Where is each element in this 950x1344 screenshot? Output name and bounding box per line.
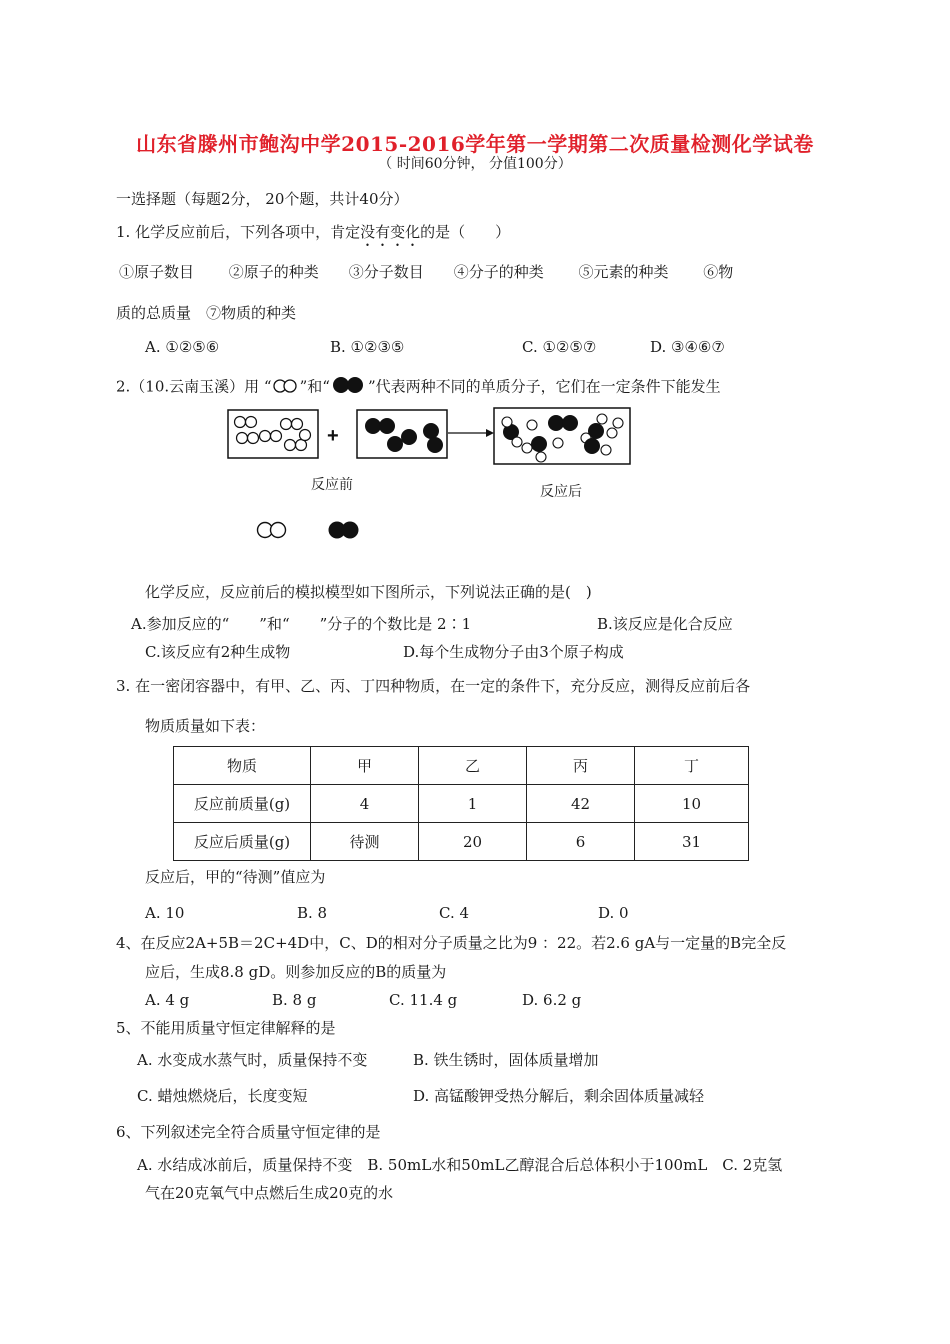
q1-items-line2: 质的总质量 ⑦物质的种类: [116, 304, 297, 322]
table-cell: 20: [419, 823, 527, 861]
q2-option-a: A.参加反应的“ ”和“ ”分子的个数比是 2∶1: [131, 615, 472, 633]
table-cell: 1: [419, 785, 527, 823]
q4-option-d: D. 6.2 g: [522, 991, 582, 1009]
q2-option-c: C.该反应有2种生成物: [145, 643, 291, 661]
q1-stem-before: 1. 化学反应前后，下列各项中，肯定: [116, 223, 361, 241]
q2-option-b: B.该反应是化合反应: [597, 615, 733, 633]
table-cell: 10: [635, 785, 749, 823]
table-header-cell: 乙: [419, 747, 527, 785]
q6-stem: 6、下列叙述完全符合质量守恒定律的是: [116, 1123, 381, 1141]
table-row: [174, 785, 749, 823]
q5-option-c: C. 蜡烛燃烧后，长度变短: [137, 1087, 308, 1105]
q3-option-c: C. 4: [439, 904, 470, 922]
table-row: [174, 823, 749, 861]
q2-stem-continued: 化学反应，反应前后的模拟模型如下图所示，下列说法正确的是( ): [145, 583, 592, 601]
legend-black-molecule-icon: [326, 518, 362, 542]
q4-option-b: B. 8 g: [272, 991, 317, 1009]
q1-option-a: A. ①②⑤⑥: [145, 338, 220, 356]
table-cell: 反应后质量(g): [174, 823, 311, 861]
table-cell: 6: [527, 823, 635, 861]
q2-stem: [116, 376, 721, 399]
q1-stem-after: 的是（ ）: [420, 223, 511, 241]
mass-table: [173, 746, 749, 861]
q4-option-c: C. 11.4 g: [389, 991, 458, 1009]
label-before-reaction: 反应前: [311, 476, 353, 492]
q1-option-b: B. ①②③⑤: [330, 338, 405, 356]
q2-option-d: D.每个生成物分子由3个原子构成: [403, 643, 624, 661]
exam-title: 山东省滕州市鲍沟中学2015-2016学年第一学期第二次质量检测化学试卷: [136, 132, 814, 156]
q3-option-b: B. 8: [297, 904, 328, 922]
q1-option-d: D. ③④⑥⑦: [650, 338, 725, 356]
q1-stem: [116, 222, 510, 250]
q5-option-b: B. 铁生锈时，固体质量增加: [413, 1051, 599, 1069]
q1-items-line1: ①原子数目 ②原子的种类 ③分子数目 ④分子的种类 ⑤元素的种类 ⑥物: [119, 263, 734, 281]
table-cell: 反应前质量(g): [174, 785, 311, 823]
q1-stem-emphasis: 没有变化: [360, 223, 421, 241]
table-cell: 待测: [311, 823, 419, 861]
q6-line1: A. 水结成冰前后，质量保持不变 B. 50mL水和50mL乙醇混合后总体积小于100mL C. 2克氢: [137, 1156, 783, 1174]
q5-option-d: D. 高锰酸钾受热分解后，剩余固体质量减轻: [413, 1087, 705, 1105]
legend-white-molecule-icon: [255, 519, 289, 541]
white-molecule-icon: [272, 378, 300, 398]
q2-stem-part1: 2.（10.云南玉溪）用 “: [116, 377, 272, 396]
q3-stem-line1: 3. 在一密闭容器中，有甲、乙、丙、丁四种物质，在一定的条件下，充分反应，测得反应前后各: [116, 677, 751, 695]
label-after-reaction: 反应后: [540, 483, 582, 499]
q4-option-a: A. 4 g: [145, 991, 190, 1009]
q5-option-a: A. 水变成水蒸气时，质量保持不变: [137, 1051, 368, 1069]
arrow-head: [486, 429, 494, 437]
plus-sign: +: [327, 425, 339, 447]
q5-stem: 5、不能用质量守恒定律解释的是: [116, 1019, 336, 1037]
q2-stem-part2: ”和“: [299, 377, 330, 396]
q3-option-a: A. 10: [145, 904, 185, 922]
q3-after-table: 反应后，甲的“待测”值应为: [145, 868, 326, 886]
table-header-row: [174, 747, 749, 785]
q1-option-c: C. ①②⑤⑦: [522, 338, 597, 356]
table-header-cell: 丙: [527, 747, 635, 785]
q4-line1: 4、在反应2A+5B＝2C+4D中，C、D的相对分子质量之比为9 ：22。若2.6 gA与一定量的B完全反: [116, 934, 787, 952]
table-cell: 4: [311, 785, 419, 823]
table-cell: 42: [527, 785, 635, 823]
table-cell: 31: [635, 823, 749, 861]
table-header-cell: 物质: [174, 747, 311, 785]
table-header-cell: 丁: [635, 747, 749, 785]
black-molecule-icon: [330, 376, 368, 399]
table-header-cell: 甲: [311, 747, 419, 785]
section-heading: 一选择题（每题2分， 20个题，共计40分）: [116, 190, 409, 208]
q4-line2: 应后，生成8.8 gD。则参加反应的B的质量为: [145, 963, 447, 981]
exam-subtitle: （ 时间60分钟， 分值100分）: [378, 156, 572, 172]
q3-option-d: D. 0: [598, 904, 629, 922]
q2-stem-part3: ”代表两种不同的单质分子，它们在一定条件下能发生: [367, 377, 721, 396]
reaction-diagram: [220, 405, 640, 475]
q6-line2: 气在20克氧气中点燃后生成20克的水: [145, 1184, 394, 1202]
q3-stem-line2: 物质质量如下表：: [145, 717, 266, 735]
